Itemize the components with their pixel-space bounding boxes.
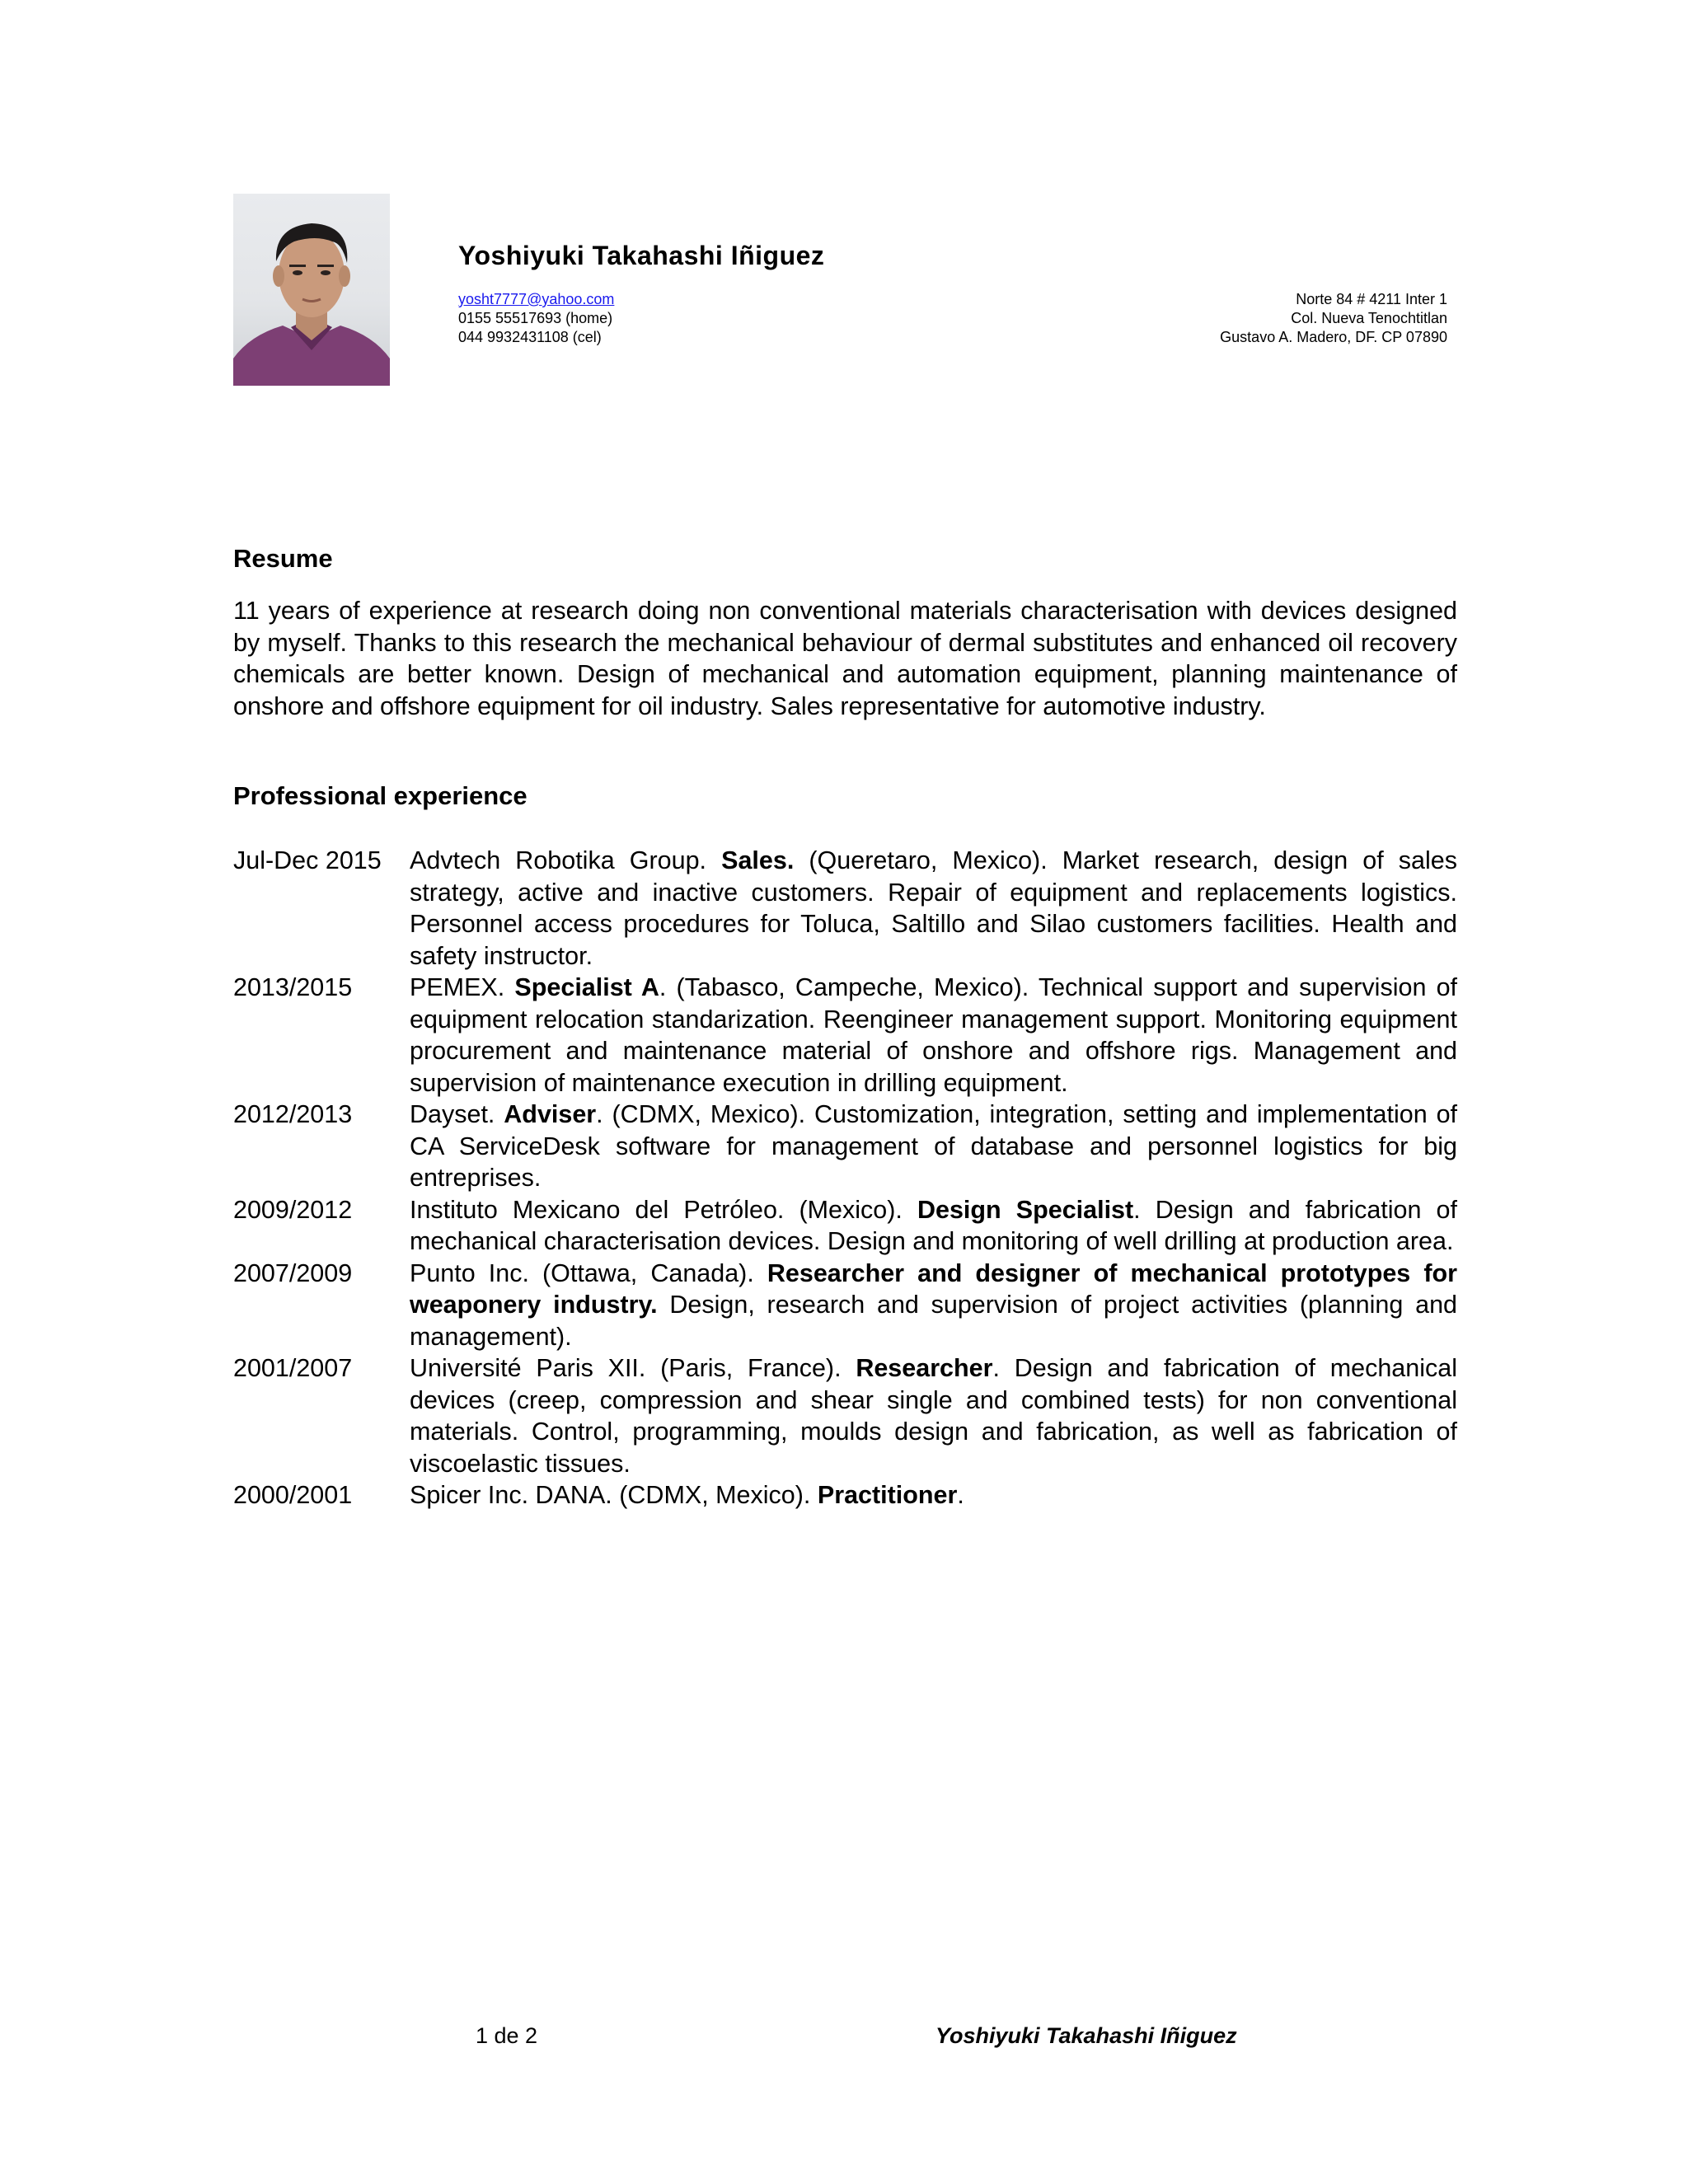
page-number: 1 de 2 xyxy=(476,2023,538,2048)
person-portrait-icon xyxy=(233,194,390,386)
resume-summary: 11 years of experience at research doing non conventional materials characterisation with devices designed by myself. Thanks to this research the mechanical behaviour of dermal substitutes and enhanced oil recovery chemicals are better known. Design of mechanical and automation equipment, planning maintenance of onshore and offshore equipment for oil industry. Sales representative for automotive industry. xyxy=(233,597,1457,720)
experience-description: Université Paris XII. (Paris, France). Researcher. Design and fabrication of mechanical devices (creep, compression and shear single and combined tests) for non conventional materials. Control, programming, moulds design and fabrication, as well as fabrication of viscoelastic tissues. xyxy=(410,1354,1457,1478)
experience-role: Sales. xyxy=(721,846,795,874)
experience-heading: Professional experience xyxy=(233,781,528,810)
experience-entry xyxy=(233,1099,1457,1194)
experience-date: 2012/2013 xyxy=(233,1100,353,1128)
experience-description: Dayset. Adviser. (CDMX, Mexico). Customization, integration, setting and implementation of CA ServiceDesk software for management of database and personnel logistics for big entreprises. xyxy=(410,1100,1457,1192)
contact-info xyxy=(458,290,614,347)
experience-role: Researcher xyxy=(856,1354,993,1382)
experience-date: 2000/2001 xyxy=(233,1481,353,1509)
experience-entry xyxy=(233,1352,1457,1479)
phone-cel: 044 9932431108 (cel) xyxy=(458,329,602,345)
experience-entry xyxy=(233,1479,1457,1511)
address-line-2: Col. Nueva Tenochtitlan xyxy=(1291,310,1447,326)
experience-description: PEMEX. Specialist A. (Tabasco, Campeche, Mexico). Technical support and supervision of equipment relocation standarization. Reengineer management support. Monitoring equipment procurement and maintenance material of onshore and offshore rigs. Management and supervision of maintenance execution in drilling equipment. xyxy=(410,973,1458,1097)
experience-entry xyxy=(233,1258,1457,1353)
experience-list xyxy=(233,845,1457,1511)
experience-date: 2009/2012 xyxy=(233,1195,353,1224)
address-line-3: Gustavo A. Madero, DF. CP 07890 xyxy=(1220,329,1447,345)
candidate-name: Yoshiyuki Takahashi Iñiguez xyxy=(458,241,825,270)
experience-role: Adviser xyxy=(504,1100,597,1128)
resume-heading: Resume xyxy=(233,544,333,573)
experience-description: Punto Inc. (Ottawa, Canada). Researcher and designer of mechanical prototypes for weaponery industry. Design, research and supervision of project activities (planning and management). xyxy=(410,1258,1457,1351)
experience-date: 2007/2009 xyxy=(233,1258,353,1287)
experience-date: 2001/2007 xyxy=(233,1354,353,1382)
address-block xyxy=(1220,290,1447,347)
profile-photo xyxy=(233,194,390,386)
email-link[interactable]: yosht7777@yahoo.com xyxy=(458,291,615,307)
address-line-1: Norte 84 # 4211 Inter 1 xyxy=(1296,291,1447,307)
phone-home: 0155 55517693 (home) xyxy=(458,310,613,326)
experience-role: Practitioner xyxy=(817,1481,958,1509)
experience-entry xyxy=(233,845,1457,972)
footer-name: Yoshiyuki Takahashi Iñiguez xyxy=(935,2023,1237,2048)
experience-description: Advtech Robotika Group. Sales. (Queretaro, Mexico). Market research, design of sales strategy, active and inactive customers. Repair of equipment and replacements logistics. Personnel access procedures for Toluca, Saltillo and Silao customers facilities. Health and safety instructor. xyxy=(410,846,1457,970)
experience-entry xyxy=(233,1194,1457,1258)
experience-role: Researcher and designer of mechanical prototypes for weaponery industry. xyxy=(410,1258,1457,1319)
experience-description: Spicer Inc. DANA. (CDMX, Mexico). Practitioner. xyxy=(410,1481,964,1509)
experience-description: Instituto Mexicano del Petróleo. (Mexico). Design Specialist. Design and fabrication of mechanical characterisation devices. Design and monitoring of well drilling at production area. xyxy=(410,1195,1457,1255)
experience-entry xyxy=(233,972,1457,1099)
experience-date: 2013/2015 xyxy=(233,973,353,1001)
experience-date: Jul-Dec 2015 xyxy=(233,846,382,874)
experience-role: Specialist A xyxy=(514,973,659,1001)
experience-role: Design Specialist xyxy=(917,1195,1134,1224)
